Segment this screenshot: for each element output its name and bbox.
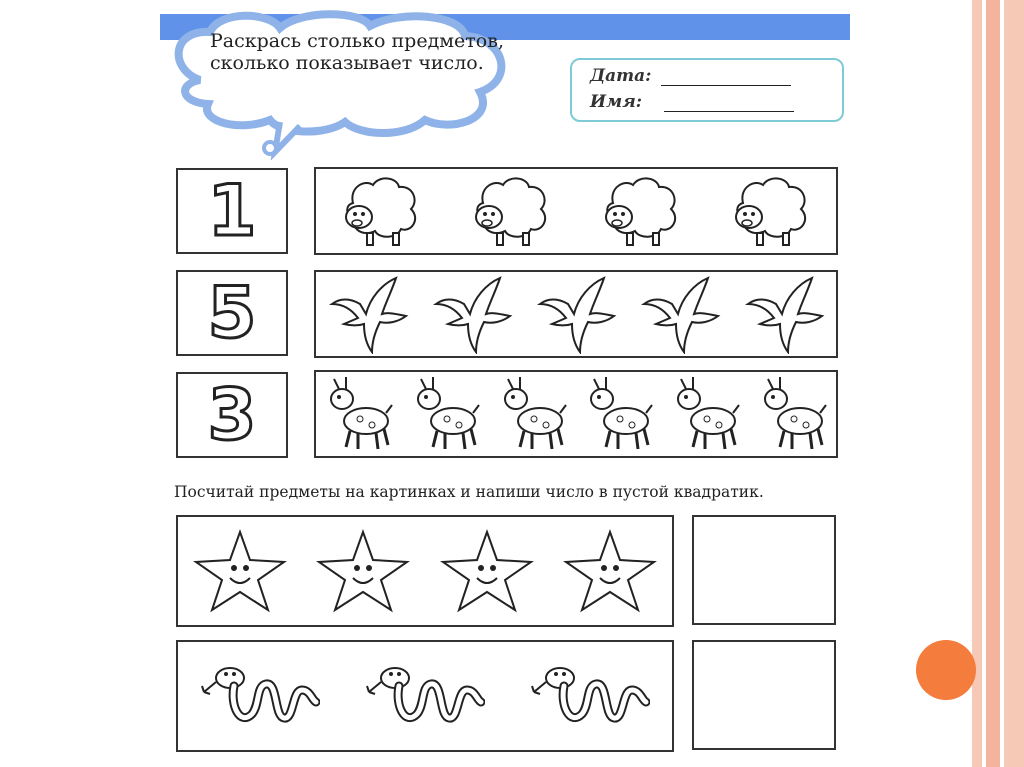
banana-icon[interactable] [638, 274, 722, 354]
goat-row [314, 370, 838, 458]
goat-icon[interactable] [324, 375, 394, 453]
instruction-color: Раскрась столько предметов, сколько показывает число. [210, 30, 504, 74]
snake-icon [200, 656, 320, 736]
snake-count-box [176, 640, 674, 752]
sheep-icon[interactable] [339, 173, 423, 249]
sheep-row [314, 167, 838, 255]
goat-icon[interactable] [498, 375, 568, 453]
goat-icon[interactable] [411, 375, 481, 453]
date-label: Дата: [590, 66, 652, 86]
goat-icon[interactable] [758, 375, 828, 453]
goat-icon[interactable] [671, 375, 741, 453]
goat-icon[interactable] [584, 375, 654, 453]
slide-border-decoration [972, 0, 1024, 767]
worksheet [160, 0, 860, 767]
number-box [176, 270, 288, 356]
banana-icon[interactable] [742, 274, 826, 354]
number-label: 5 [207, 272, 257, 354]
sheep-icon[interactable] [599, 173, 683, 249]
answer-box-snakes[interactable] [692, 640, 836, 750]
banana-icon[interactable] [326, 274, 410, 354]
number-box [176, 168, 288, 254]
date-name-box [570, 58, 844, 122]
number-label: 3 [207, 374, 257, 456]
date-field[interactable] [661, 71, 791, 86]
snake-icon [530, 656, 650, 736]
sheep-icon[interactable] [469, 173, 553, 249]
star-icon [439, 528, 535, 614]
number-box [176, 372, 288, 458]
banana-row [314, 270, 838, 358]
sheep-icon[interactable] [729, 173, 813, 249]
name-label: Имя: [590, 92, 643, 112]
answer-box-stars[interactable] [692, 515, 836, 625]
star-icon [192, 528, 288, 614]
banana-icon[interactable] [430, 274, 514, 354]
slide-divider [986, 0, 988, 767]
banana-icon[interactable] [534, 274, 618, 354]
snake-icon [365, 656, 485, 736]
number-label: 1 [207, 170, 257, 252]
star-icon [315, 528, 411, 614]
star-icon [562, 528, 658, 614]
instruction-count: Посчитай предметы на картинках и напиши число в пустой квадратик. [174, 483, 764, 501]
name-field[interactable] [664, 97, 794, 112]
slide-orange-dot [916, 640, 976, 700]
star-count-box [176, 515, 674, 627]
